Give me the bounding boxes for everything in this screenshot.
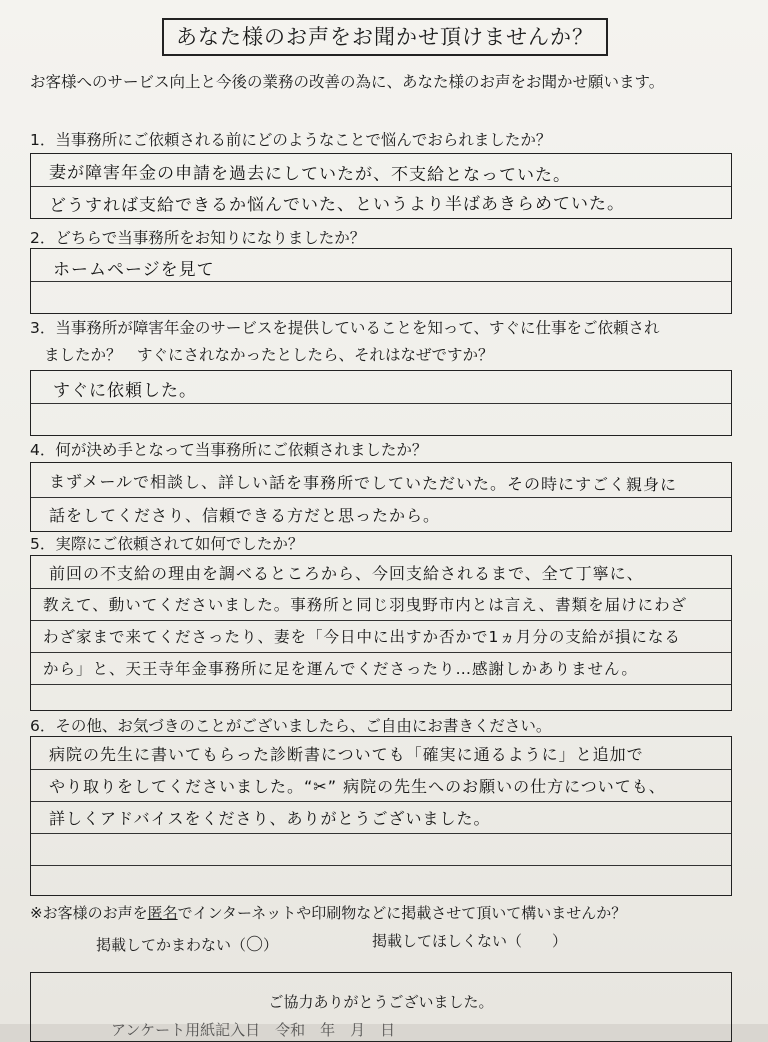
answer-rule (31, 652, 731, 653)
form-title: あなた様のお声をお聞かせ頂けませんか？ (162, 18, 608, 56)
consent-anonymous: 匿名 (147, 904, 178, 922)
answer-1-line-2: どうすれば支給できるか悩んでいた、というより半ばあきらめていた。 (48, 193, 626, 216)
question-3-line-2: ましたか？ すぐにされなかったとしたら、それはなぜですか？ (44, 346, 494, 364)
consent-question (30, 902, 626, 923)
option-publish-ok-label: 掲載してかまわない（ (96, 936, 247, 954)
question-1: 1．当事務所にご依頼される前にどのようなことで悩んでおられましたか？ (30, 131, 552, 149)
answer-4-line-2: 話をしてくださり、信頼できる方だと思ったから。 (49, 506, 441, 525)
answer-rule (31, 588, 731, 589)
answer-6-line-3: 詳しくアドバイスをくださり、ありがとうございました。 (49, 809, 491, 828)
answer-5-line-1: 前回の不支給の理由を調べるところから、今回支給されるまで、全て丁寧に、 (49, 564, 644, 583)
answer-rule (31, 833, 731, 834)
question-3-line-1: 3．当事務所が障害年金のサービスを提供していることを知って、すぐに仕事をご依頼され (30, 319, 660, 337)
form-intro: お客様へのサービス向上と今後の業務の改善の為に、あなた様のお声をお聞かせ願います。 (30, 73, 665, 91)
thanks-text: ご協力ありがとうございました。 (268, 993, 494, 1011)
answer-5-line-4: から」と、天王寺年金事務所に足を運んでくださったり…感謝しかありません。 (43, 660, 638, 678)
answer-2-line-1: ホームページを見て (53, 260, 215, 280)
consent-prefix: ※お客様のお声を (30, 904, 148, 922)
question-5: 5．実際にご依頼されて如何でしたか？ (30, 535, 304, 553)
answer-box-6 (30, 736, 732, 896)
question-2: 2．どちらで当事務所をお知りになりましたか？ (30, 229, 366, 247)
answer-rule (31, 403, 731, 404)
answer-6-line-1: 病院の先生に書いてもらった診断書についても「確実に通るように」と追加で (49, 745, 644, 764)
thanks-box (30, 972, 732, 1042)
consent-suffix: でインターネットや印刷物などに掲載させて頂いて構いませんか？ (177, 904, 627, 922)
answer-rule (31, 865, 731, 866)
option-publish-ok[interactable] (96, 930, 278, 955)
answer-rule (31, 769, 731, 770)
answer-rule (31, 684, 731, 685)
answer-box-1 (30, 153, 732, 219)
answer-5-line-3: わざ家まで来てくださったり、妻を「今日中に出すか否かで1ヵ月分の支給が損になる (43, 628, 681, 646)
answer-rule (31, 620, 731, 621)
cutoff-text: アンケート用紙記入日 令和 年 月 日 (111, 1021, 396, 1039)
answer-1-line-1: 妻が障害年金の申請を過去にしていたが、不支給となっていた。 (48, 163, 572, 186)
answer-4-line-1: まずメールで相談し、詳しい話を事務所でしていただいた。その時にすごく親身に (48, 472, 678, 495)
answer-6-line-2: やり取りをしてくださいました。“✂” 病院の先生へのお願いの仕方についても、 (49, 777, 666, 796)
answer-box-5 (30, 555, 732, 711)
answer-rule (31, 281, 731, 282)
answer-box-2 (30, 248, 732, 314)
answer-rule (31, 801, 731, 802)
answer-rule (31, 186, 731, 187)
question-4: 4．何が決め手となって当事務所にご依頼されましたか？ (30, 441, 428, 459)
option-publish-ng[interactable]: 掲載してほしくない（ ） (372, 932, 568, 950)
answer-box-3 (30, 370, 732, 436)
option-publish-ok-mark: 〇 (246, 935, 264, 955)
answer-box-4 (30, 462, 732, 532)
answer-rule (31, 497, 731, 498)
answer-3-line-1: すぐに依頼した。 (53, 381, 197, 401)
question-6: 6．その他、お気づきのことがございましたら、ご自由にお書きください。 (30, 717, 552, 735)
answer-5-line-2: 教えて、動いてくださいました。事務所と同じ羽曳野市内とは言え、書類を届けにわざ (43, 596, 688, 614)
option-publish-ok-close: ） (263, 936, 279, 954)
